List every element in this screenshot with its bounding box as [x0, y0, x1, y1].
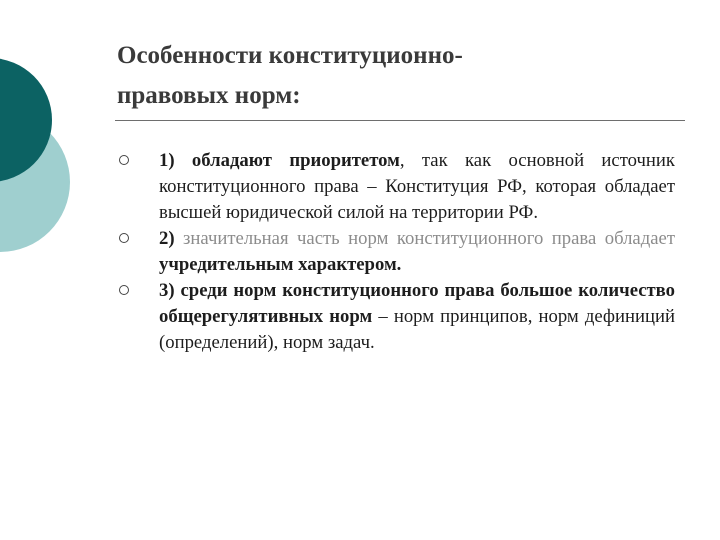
list-item-2	[115, 226, 675, 278]
bullet-circle-icon	[119, 285, 129, 295]
item-2-faded: значительная часть норм конституционного права обладает	[174, 228, 675, 249]
item-3-number: 3)	[159, 280, 175, 301]
bullet-circle-icon	[119, 233, 129, 243]
title-divider	[115, 120, 685, 121]
bullet-circle-icon	[119, 155, 129, 165]
list-item-3	[115, 278, 675, 356]
item-1-number: 1)	[159, 150, 175, 171]
decorative-circles	[0, 0, 110, 300]
item-1-text	[159, 148, 675, 226]
list-item-1	[115, 148, 675, 226]
item-2-bold: учредительным характером.	[159, 254, 402, 275]
item-1-rest: , так как основной источник конституционного права – Конституция РФ, которая обладает высшей юридической силой на территории РФ.	[159, 150, 675, 223]
page-title	[117, 36, 697, 116]
bullet-list	[115, 148, 675, 356]
item-2-text	[159, 226, 675, 278]
item-3-rest: – норм принципов, норм дефиниций (определений), норм задач.	[159, 306, 675, 353]
title-line-1: Особенности конституционно-	[117, 42, 463, 69]
item-3-text	[159, 278, 675, 356]
item-1-bold: обладают приоритетом	[191, 150, 400, 171]
item-3-bold: среди норм конституционного права большое количество общерегулятивных норм	[159, 280, 675, 327]
title-line-2: правовых норм:	[117, 82, 301, 109]
item-2-number: 2)	[159, 228, 175, 249]
